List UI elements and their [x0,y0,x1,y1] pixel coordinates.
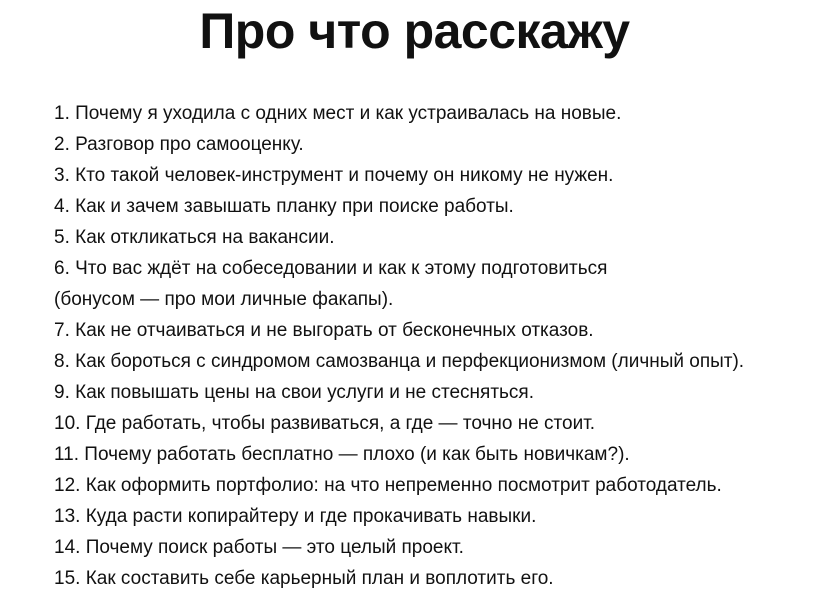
list-item: 10. Где работать, чтобы развиваться, а где — точно не стоит. [54,413,596,434]
page-title: Про что расскажу [199,3,630,59]
list-item: 8. Как бороться с синдромом самозванца и перфекционизмом (личный опыт). [54,351,745,372]
list-item: 1. Почему я уходила с одних мест и как устраивалась на новые. [54,103,622,124]
list-item: 6. Что вас ждёт на собеседовании и как к этому подготовиться [54,258,608,279]
list-item: 7. Как не отчаиваться и не выгорать от бесконечных отказов. [54,320,594,341]
list-item: 2. Разговор про самооценку. [54,134,304,155]
list-item: 4. Как и зачем завышать планку при поиске работы. [54,196,514,217]
list-item: 14. Почему поиск работы — это целый проект. [54,537,464,558]
list-item: 13. Куда расти копирайтеру и где прокачивать навыки. [54,506,537,527]
list-item-continuation: (бонусом — про мои личные факапы). [54,289,394,310]
list-item: 11. Почему работать бесплатно — плохо (и как быть новичкам?). [54,444,630,465]
list-item: 5. Как откликаться на вакансии. [54,227,335,248]
list-item: 3. Кто такой человек-инструмент и почему он никому не нужен. [54,165,614,186]
list-item: 15. Как составить себе карьерный план и воплотить его. [54,568,554,589]
topic-list [54,98,824,594]
list-item: 12. Как оформить портфолио: на что непременно посмотрит работодатель. [54,475,722,496]
list-item: 9. Как повышать цены на свои услуги и не стесняться. [54,382,535,403]
